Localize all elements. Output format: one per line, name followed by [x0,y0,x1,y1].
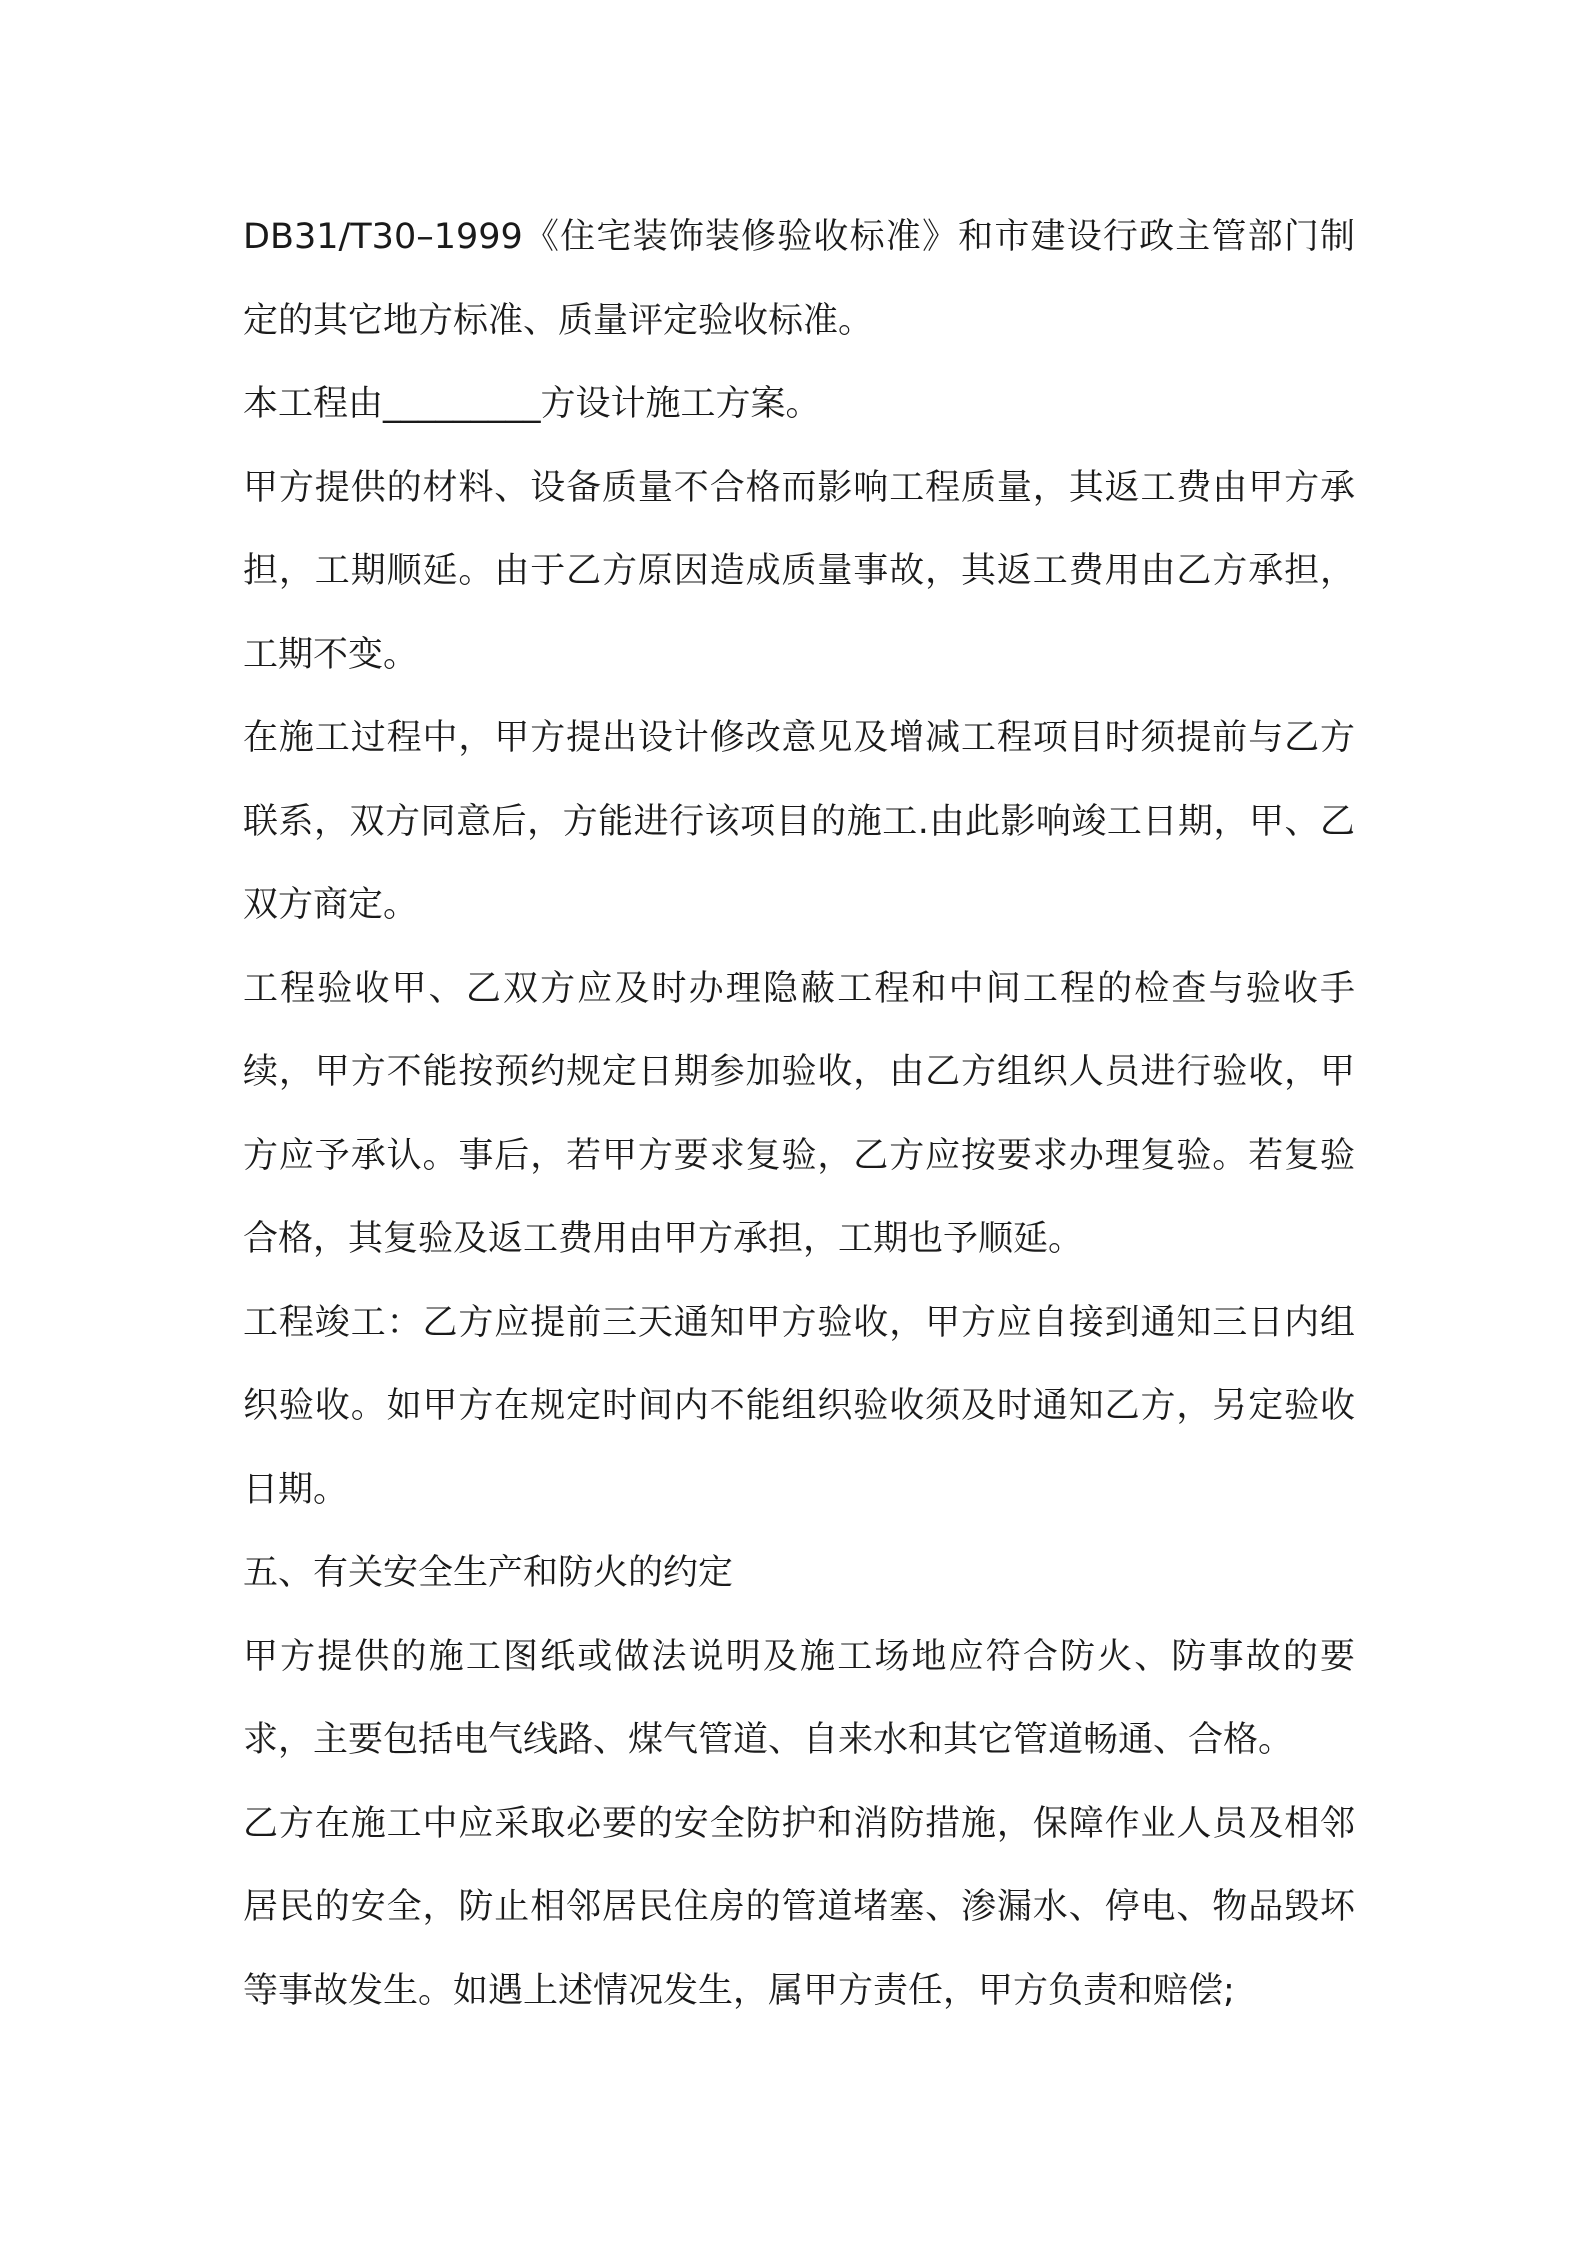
paragraph-completion: 工程竣工：乙方应提前三天通知甲方验收，甲方应自接到通知三日内组织验收。如甲方在规定时间内不能组织验收须及时通知乙方，另定验收日期。 [243,1302,1355,1510]
section-heading-safety: 五、有关安全生产和防火的约定 [243,1553,734,1593]
paragraph-material-quality: 甲方提供的材料、设备质量不合格而影响工程质量，其返工费由甲方承担，工期顺延。由于乙方原因造成质量事故，其返工费用由乙方承担，工期不变。 [243,467,1355,675]
paragraph-inspection: 工程验收甲、乙双方应及时办理隐蔽工程和中间工程的检查与验收手续，甲方不能按预约规定日期参加验收，由乙方组织人员进行验收，甲方应予承认。事后，若甲方要求复验，乙方应按要求办理复验。若复验合格，其复验及返工费用由甲方承担，工期也予顺延。 [243,968,1355,1259]
paragraph-standards: DB31/T30–1999《住宅装饰装修验收标准》和市建设行政主管部门制定的其它地方标准、质量评定验收标准。 [243,217,1355,341]
paragraph-fire-safety-requirements: 甲方提供的施工图纸或做法说明及施工场地应符合防火、防事故的要求，主要包括电气线路、煤气管道、自来水和其它管道畅通、合格。 [243,1636,1355,1760]
paragraph-design-party: 本工程由_________方设计施工方案。 [243,384,821,424]
paragraph-design-changes: 在施工过程中，甲方提出设计修改意见及增减工程项目时须提前与乙方联系，双方同意后，方能进行该项目的施工.由此影响竣工日期，甲、乙双方商定。 [243,718,1355,925]
paragraph-safety-measures: 乙方在施工中应采取必要的安全防护和消防措施，保障作业人员及相邻居民的安全，防止相邻居民住房的管道堵塞、渗漏水、停电、物品毁坏等事故发生。如遇上述情况发生，属甲方责任，甲方负责和赔偿; [243,1803,1355,2011]
document-body [243,196,1355,2033]
